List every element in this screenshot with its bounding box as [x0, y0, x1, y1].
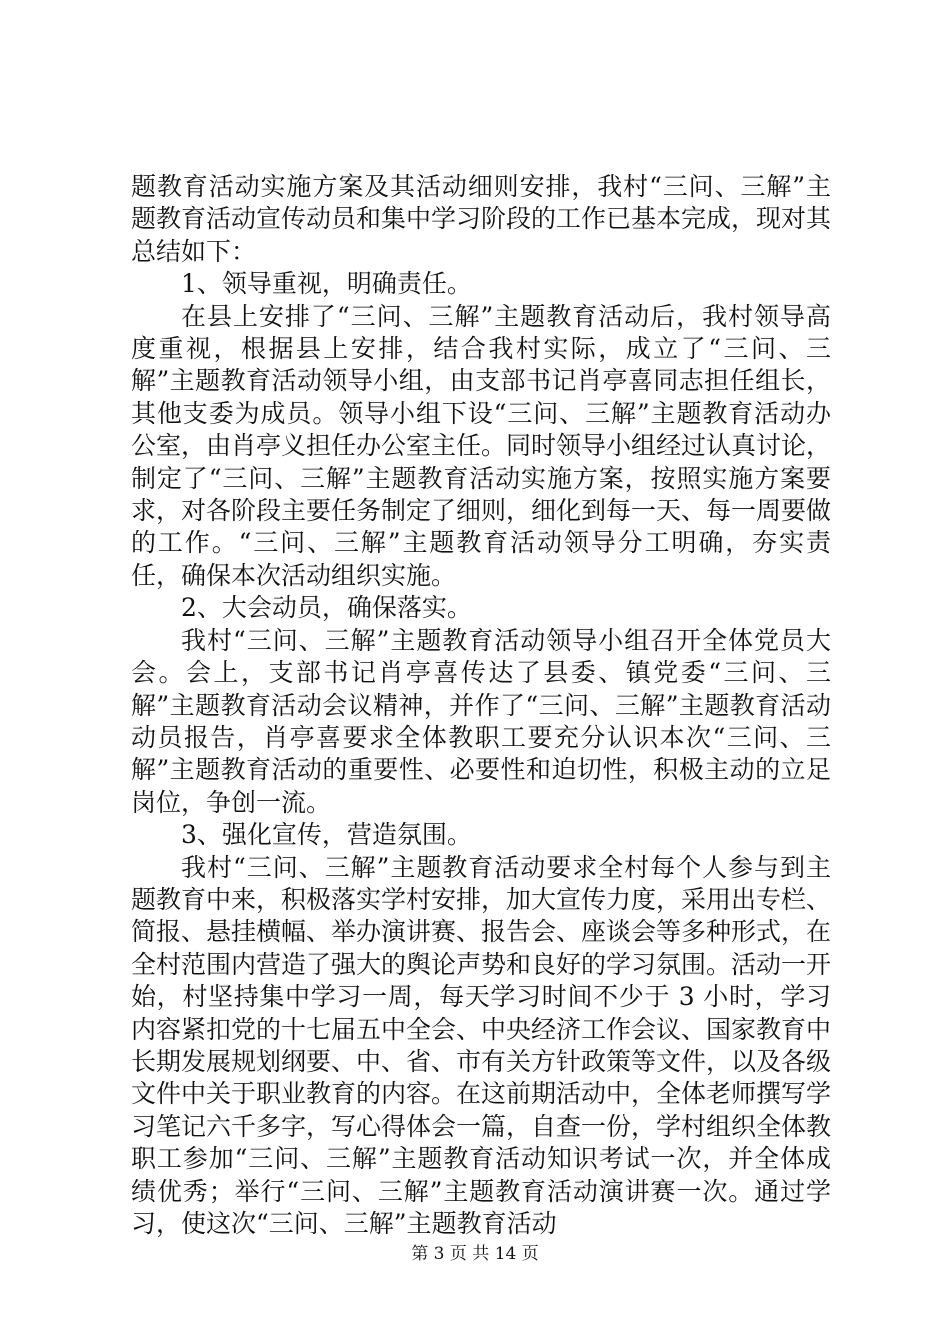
section-heading-3: 3、强化宣传，营造氛围。 — [181, 820, 472, 850]
body-paragraph: 在县上安排了“三问、三解”主题教育活动后，我村领导高度重视，根据县上安排，结合我村实际，成立了“三问、三解”主题教育活动领导小组，由支部书记肖亭喜同志担任组长，其他支委为成员。领导小组下设“三问、三解”主题教育活动办公室，由肖亭义担任办公室主任。同时领导小组经过认真讨论，制定了“三问、三解”主题教育活动实施方案，按照实施方案要求，对各阶段主要任务制定了细则，细化到每一天、每一周要做的工作。“三问、三解”主题教育活动领导分工明确，夯实责任，确保本次活动组织实施。 — [131, 301, 832, 590]
section-heading-1: 1、领导重视，明确责任。 — [181, 269, 472, 299]
document-body — [131, 171, 831, 1240]
section-heading-2: 2、大会动员，确保落实。 — [181, 593, 472, 623]
body-paragraph: 我村“三问、三解”主题教育活动要求全村每个人参与到主题教育中来，积极落实学村安排，加大宣传力度，采用出专栏、简报、悬挂横幅、举办演讲赛、报告会、座谈会等多种形式，在全村范围内营造了强大的舆论声势和良好的学习氛围。活动一开始，村坚持集中学习一周，每天学习时间不少于 3 小时，学习内容紧扣党的十七届五中全会、中央经济工作会议、国家教育中长期发展规划纲要、中、省、市有关方针政策等文件，以及各级文件中关于职业教育的内容。在这前期活动中，全体老师撰写学习笔记六千多字，写心得体会一篇，自查一份，学村组织全体教职工参加“三问、三解”主题教育活动知识考试一次，并全体成绩优秀；举行“三问、三解”主题教育活动演讲赛一次。通过学习，使这次“三问、三解”主题教育活动 — [131, 852, 832, 1238]
body-paragraph: 题教育活动实施方案及其活动细则安排，我村“三问、三解”主题教育活动宣传动员和集中学习阶段的工作已基本完成，现对其总结如下： — [131, 172, 832, 266]
body-paragraph: 我村“三问、三解”主题教育活动领导小组召开全体党员大会。会上，支部书记肖亭喜传达了县委、镇党委“三问、三解”主题教育活动会议精神，并作了“三问、三解”主题教育活动动员报告，肖亭喜要求全体教职工要充分认识本次“三问、三解”主题教育活动的重要性、必要性和迫切性，积极主动的立足岗位，争创一流。 — [131, 625, 831, 817]
page-footer: 第 3 页 共 14 页 — [411, 1244, 539, 1264]
